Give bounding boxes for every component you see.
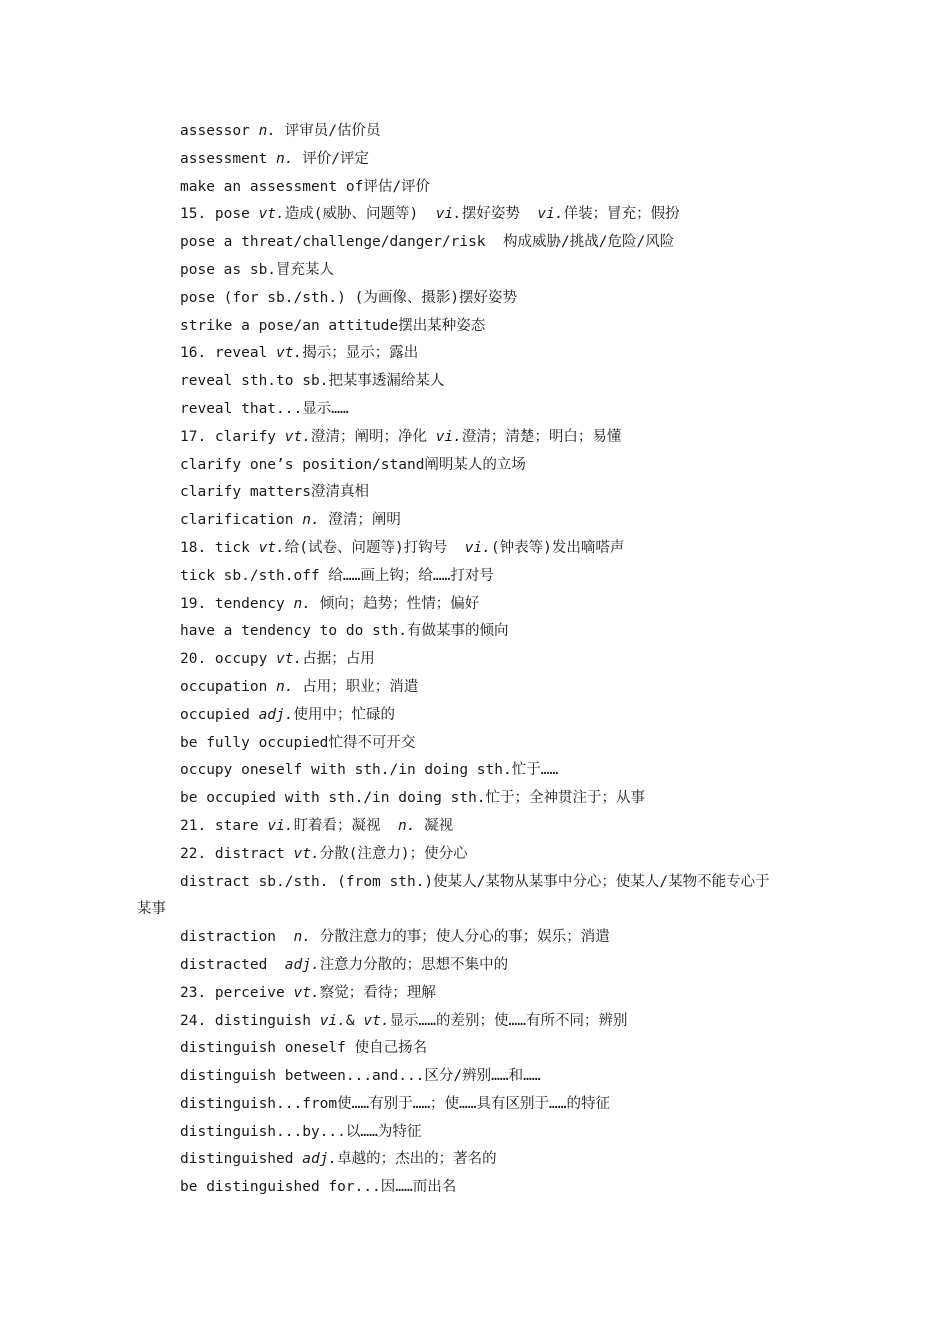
part-of-speech: adj. (284, 956, 320, 973)
vocab-line (0, 1008, 950, 1036)
vocab-line (0, 174, 950, 202)
line-text: 分散(注意力)；使分心 (319, 845, 468, 862)
line-text: 显示……的差别；使……有所不同；辨别 (389, 1012, 628, 1029)
vocab-line (0, 285, 950, 313)
vocab-line (0, 896, 950, 924)
line-text: 17. clarify (180, 428, 285, 445)
part-of-speech: vi. (435, 206, 462, 223)
vocab-line (0, 340, 950, 368)
line-text: 使用中；忙碌的 (293, 706, 395, 723)
part-of-speech: n. (258, 123, 277, 139)
vocab-line (0, 924, 950, 952)
part-of-speech: n. (276, 678, 294, 695)
vocab-line (0, 730, 950, 758)
line-text: 21. stare (180, 817, 268, 834)
part-of-speech: vi. (537, 206, 564, 223)
line-text: 15. pose (180, 206, 259, 223)
vocab-line (0, 1091, 950, 1119)
vocab-line (0, 201, 950, 229)
vocab-line (0, 618, 950, 646)
line-text: 评价/评定 (293, 150, 369, 167)
part-of-speech: vi. (319, 1012, 346, 1029)
line-text: distinguish oneself 使自己扬名 (180, 1040, 428, 1057)
line-text: 卓越的；杰出的；著名的 (337, 1151, 497, 1168)
part-of-speech: n. (397, 817, 416, 834)
line-text: distract sb./sth. (from sth.)使某人/某物从某事中分心；使某人/某物不能专心于 (180, 873, 770, 890)
vocab-line (0, 424, 950, 452)
document-body (0, 118, 950, 1202)
vocab-line (0, 785, 950, 813)
line-text: 察觉；看待；理解 (319, 984, 436, 1001)
line-text: distinguished (180, 1151, 303, 1168)
vocab-line (0, 646, 950, 674)
line-text: 倾向；趋势；性情；偏好 (310, 595, 480, 612)
line-text: reveal sth.to sb.把某事透漏给某人 (180, 373, 445, 390)
line-text: 盯着看；凝视 (293, 817, 398, 834)
vocab-line (0, 507, 950, 535)
line-text: 16. reveal (180, 345, 277, 362)
vocab-line (0, 980, 950, 1008)
line-text: assessment (180, 150, 277, 167)
vocab-line (0, 674, 950, 702)
vocab-line (0, 841, 950, 869)
line-text: be fully occupied忙得不可开交 (180, 734, 416, 751)
line-text: pose (for sb./sth.) (为画像、摄影)摆好姿势 (180, 289, 518, 306)
line-text: 某事 (137, 901, 166, 918)
line-text: make an assessment of评估/评价 (180, 178, 431, 195)
vocab-line (0, 257, 950, 285)
vocab-line (0, 757, 950, 785)
line-text: 20. occupy (180, 651, 277, 668)
line-text: & (345, 1012, 364, 1029)
line-text: 摆好姿势 (461, 206, 538, 223)
line-text: 占用；职业；消遣 (293, 678, 419, 695)
part-of-speech: n. (293, 595, 311, 612)
line-text: distinguish between...and...区分/辨别……和…… (180, 1068, 541, 1085)
vocab-line (0, 452, 950, 480)
line-text: 18. tick (180, 539, 259, 556)
vocab-line (0, 479, 950, 507)
line-text: distinguish...from使……有别于……；使……具有区别于……的特征 (180, 1095, 610, 1112)
line-text: distraction (180, 929, 294, 946)
vocab-line (0, 813, 950, 841)
part-of-speech: n. (276, 150, 294, 167)
vocab-line (0, 952, 950, 980)
part-of-speech: n. (302, 512, 320, 529)
part-of-speech: vi. (267, 817, 294, 834)
vocab-line (0, 1146, 950, 1174)
part-of-speech: vt. (293, 845, 320, 862)
part-of-speech: vi. (464, 539, 491, 556)
line-text: occupied (180, 706, 259, 723)
line-text: assessor (180, 123, 259, 139)
line-text: occupy oneself with sth./in doing sth.忙于…… (180, 762, 559, 779)
line-text: 评审员/估价员 (276, 123, 381, 139)
vocab-line (0, 563, 950, 591)
line-text: 佯装；冒充；假扮 (563, 206, 680, 223)
vocab-line (0, 1174, 950, 1202)
line-text: 23. perceive (180, 984, 294, 1001)
line-text: 澄清；清楚；明白；易懂 (461, 428, 622, 445)
line-text: 24. distinguish (180, 1012, 320, 1029)
line-text: distracted (180, 956, 285, 973)
line-text: 给(试卷、问题等)打钩号 (284, 539, 465, 556)
line-text: 凝视 (415, 817, 454, 834)
part-of-speech: vt. (258, 206, 285, 223)
line-text: tick sb./sth.off 给……画上钩；给……打对号 (180, 567, 494, 584)
part-of-speech: adj. (302, 1151, 338, 1168)
vocab-line (0, 118, 950, 146)
line-text: be distinguished for...因……而出名 (180, 1179, 457, 1196)
vocab-line (0, 396, 950, 424)
vocab-line (0, 535, 950, 563)
line-text: 揭示；显示；露出 (302, 345, 419, 362)
part-of-speech: vt. (276, 345, 303, 362)
vocab-line (0, 591, 950, 619)
line-text: 澄清；阐明 (319, 512, 401, 529)
line-text: (钟表等)发出嘀嗒声 (490, 539, 625, 556)
line-text: reveal that...显示…… (180, 400, 349, 417)
line-text: distinguish...by...以……为特征 (180, 1123, 422, 1140)
part-of-speech: vt. (284, 428, 311, 445)
line-text: 造成(威胁、问题等) (284, 206, 436, 223)
vocab-line (0, 368, 950, 396)
line-text: 分散注意力的事；使人分心的事；娱乐；消遣 (310, 929, 610, 946)
vocab-line (0, 869, 950, 897)
line-text: 22. distract (180, 845, 294, 862)
vocab-line (0, 146, 950, 174)
vocab-line (0, 702, 950, 730)
vocab-line (0, 1063, 950, 1091)
part-of-speech: adj. (258, 706, 294, 723)
line-text: be occupied with sth./in doing sth.忙于；全神贯注于；从事 (180, 790, 646, 807)
line-text: clarification (180, 512, 303, 529)
line-text: strike a pose/an attitude摆出某种姿态 (180, 317, 486, 334)
part-of-speech: vt. (363, 1012, 390, 1029)
line-text: pose a threat/challenge/danger/risk 构成威胁/挑战/危险/风险 (180, 234, 675, 251)
line-text: 占据；占用 (302, 651, 375, 668)
vocab-line (0, 313, 950, 341)
line-text: 19. tendency (180, 595, 294, 612)
part-of-speech: vt. (293, 984, 320, 1001)
line-text: 注意力分散的；思想不集中的 (319, 956, 509, 973)
line-text: clarify matters澄清真相 (180, 484, 369, 501)
vocab-line (0, 1035, 950, 1063)
line-text: pose as sb.冒充某人 (180, 261, 335, 278)
vocab-line (0, 1119, 950, 1147)
vocab-line (0, 229, 950, 257)
line-text: occupation (180, 678, 277, 695)
part-of-speech: vt. (276, 651, 303, 668)
line-text: have a tendency to do sth.有做某事的倾向 (180, 623, 509, 640)
line-text: 澄清；阐明；净化 (310, 428, 436, 445)
part-of-speech: vt. (258, 539, 285, 556)
line-text: clarify one’s position/stand阐明某人的立场 (180, 456, 526, 473)
part-of-speech: n. (293, 929, 311, 946)
part-of-speech: vi. (435, 428, 462, 445)
